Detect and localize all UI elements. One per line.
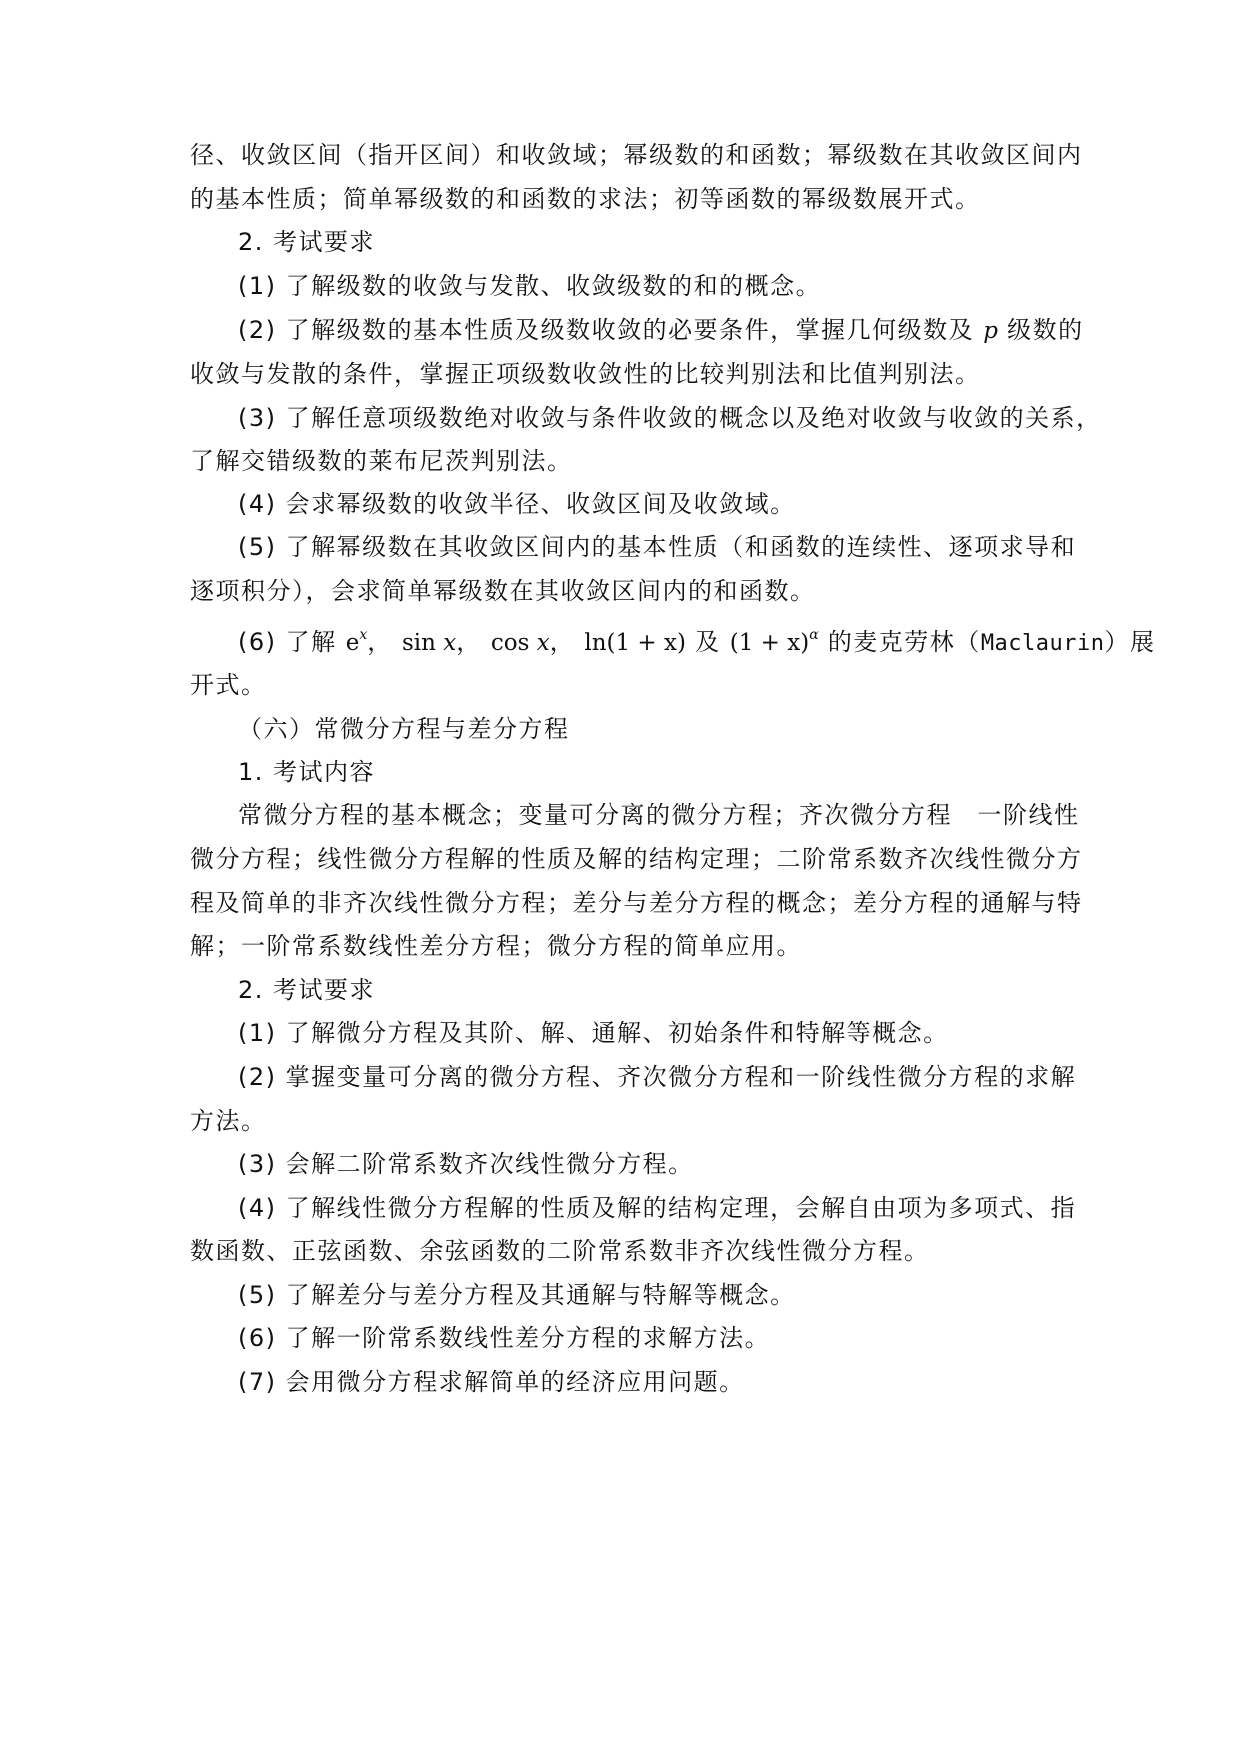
requirement-item: (5) 了解差分与差分方程及其通解与特解等概念。 bbox=[238, 1281, 796, 1309]
requirement-item: (4) 会求幂级数的收敛半径、收敛区间及收敛域。 bbox=[238, 490, 796, 518]
formula-cos-arg: x bbox=[536, 630, 550, 656]
chapter-heading: （六）常微分方程与差分方程 bbox=[238, 715, 570, 743]
formula-cos bbox=[491, 630, 550, 656]
formula-exp-power: x bbox=[359, 627, 368, 643]
requirement-item: (3) 会解二阶常系数齐次线性微分方程。 bbox=[238, 1150, 694, 1178]
requirement-item: (3) 了解任意项级数绝对收敛与条件收敛的概念以及绝对收敛与收敛的关系， bbox=[238, 404, 1102, 432]
paragraph-line: 逐项积分），会求简单幂级数在其收敛区间内的和函数。 bbox=[190, 577, 816, 605]
formula-ln bbox=[584, 630, 686, 656]
formula-ln-arg: (1 + x) bbox=[606, 630, 686, 656]
requirement-item bbox=[238, 624, 1156, 660]
requirement-item: (1) 了解微分方程及其阶、解、通解、初始条件和特解等概念。 bbox=[238, 1019, 949, 1047]
formula-power-base: (1 + x) bbox=[729, 630, 810, 656]
paragraph-line: 微分方程；线性微分方程解的性质及解的结构定理；二阶常系数齐次线性微分方 bbox=[190, 845, 1083, 873]
requirement-item: (1) 了解级数的收敛与发散、收敛级数的和的概念。 bbox=[238, 272, 822, 300]
requirement-text: (6) 了解 bbox=[238, 628, 337, 656]
separator: ， bbox=[456, 628, 482, 656]
requirement-text: 的麦克劳林（ bbox=[827, 628, 981, 656]
formula-ln-name: ln bbox=[584, 630, 607, 656]
paragraph-line: 数函数、正弦函数、余弦函数的二阶常系数非齐次线性微分方程。 bbox=[190, 1237, 930, 1265]
p-variable: p bbox=[983, 318, 998, 344]
requirement-item bbox=[238, 312, 1084, 348]
p-symbol bbox=[983, 318, 998, 344]
formula-sin-arg: x bbox=[443, 630, 457, 656]
section-heading: 2. 考试要求 bbox=[238, 976, 376, 1004]
requirement-item: (2) 掌握变量可分离的微分方程、齐次微分方程和一阶线性微分方程的求解 bbox=[238, 1063, 1077, 1091]
paragraph-line: 径、收敛区间（指开区间）和收敛域；幂级数的和函数；幂级数在其收敛区间内 bbox=[190, 141, 1083, 169]
formula-power-exponent: α bbox=[809, 627, 819, 643]
paragraph-line: 程及简单的非齐次线性微分方程；差分与差分方程的概念；差分方程的通解与特 bbox=[190, 889, 1083, 917]
paragraph-line: 的基本性质；简单幂级数的和函数的求法；初等函数的幂级数展开式。 bbox=[190, 185, 981, 213]
requirement-text: 及 bbox=[695, 628, 721, 656]
maclaurin-term: Maclaurin bbox=[980, 631, 1105, 656]
separator: ， bbox=[549, 628, 576, 656]
paragraph-line: 方法。 bbox=[190, 1107, 267, 1135]
formula-e: e bbox=[345, 630, 360, 656]
paragraph-line: 了解交错级数的莱布尼茨判别法。 bbox=[190, 447, 573, 475]
formula-power bbox=[729, 627, 819, 656]
requirement-text: (2) 了解级数的基本性质及级数收敛的必要条件，掌握几何级数及 bbox=[238, 316, 975, 344]
section-heading: 1. 考试内容 bbox=[238, 758, 376, 786]
formula-exp bbox=[345, 627, 368, 656]
formula-sin bbox=[402, 630, 456, 656]
formula-sin-name: sin bbox=[401, 630, 436, 656]
requirement-item: (6) 了解一阶常系数线性差分方程的求解方法。 bbox=[238, 1324, 771, 1352]
paragraph-line: 开式。 bbox=[190, 671, 267, 699]
paragraph-line: 解；一阶常系数线性差分方程；微分方程的简单应用。 bbox=[190, 932, 802, 960]
section-heading: 2. 考试要求 bbox=[238, 228, 376, 256]
content-paragraph: 常微分方程的基本概念；变量可分离的微分方程；齐次微分方程 一阶线性 bbox=[238, 801, 1080, 829]
separator: ， bbox=[367, 628, 393, 656]
formula-cos-name: cos bbox=[490, 630, 530, 656]
paragraph-line: 收敛与发散的条件，掌握正项级数收敛性的比较判别法和比值判别法。 bbox=[190, 360, 981, 388]
requirement-item: (4) 了解线性微分方程解的性质及解的结构定理，会解自由项为多项式、指 bbox=[238, 1194, 1077, 1222]
requirement-item: (5) 了解幂级数在其收敛区间内的基本性质（和函数的连续性、逐项求导和 bbox=[238, 533, 1077, 561]
requirement-text: ）展 bbox=[1104, 628, 1156, 656]
requirement-text: 级数的 bbox=[1007, 316, 1084, 344]
requirement-item: (7) 会用微分方程求解简单的经济应用问题。 bbox=[238, 1368, 745, 1396]
